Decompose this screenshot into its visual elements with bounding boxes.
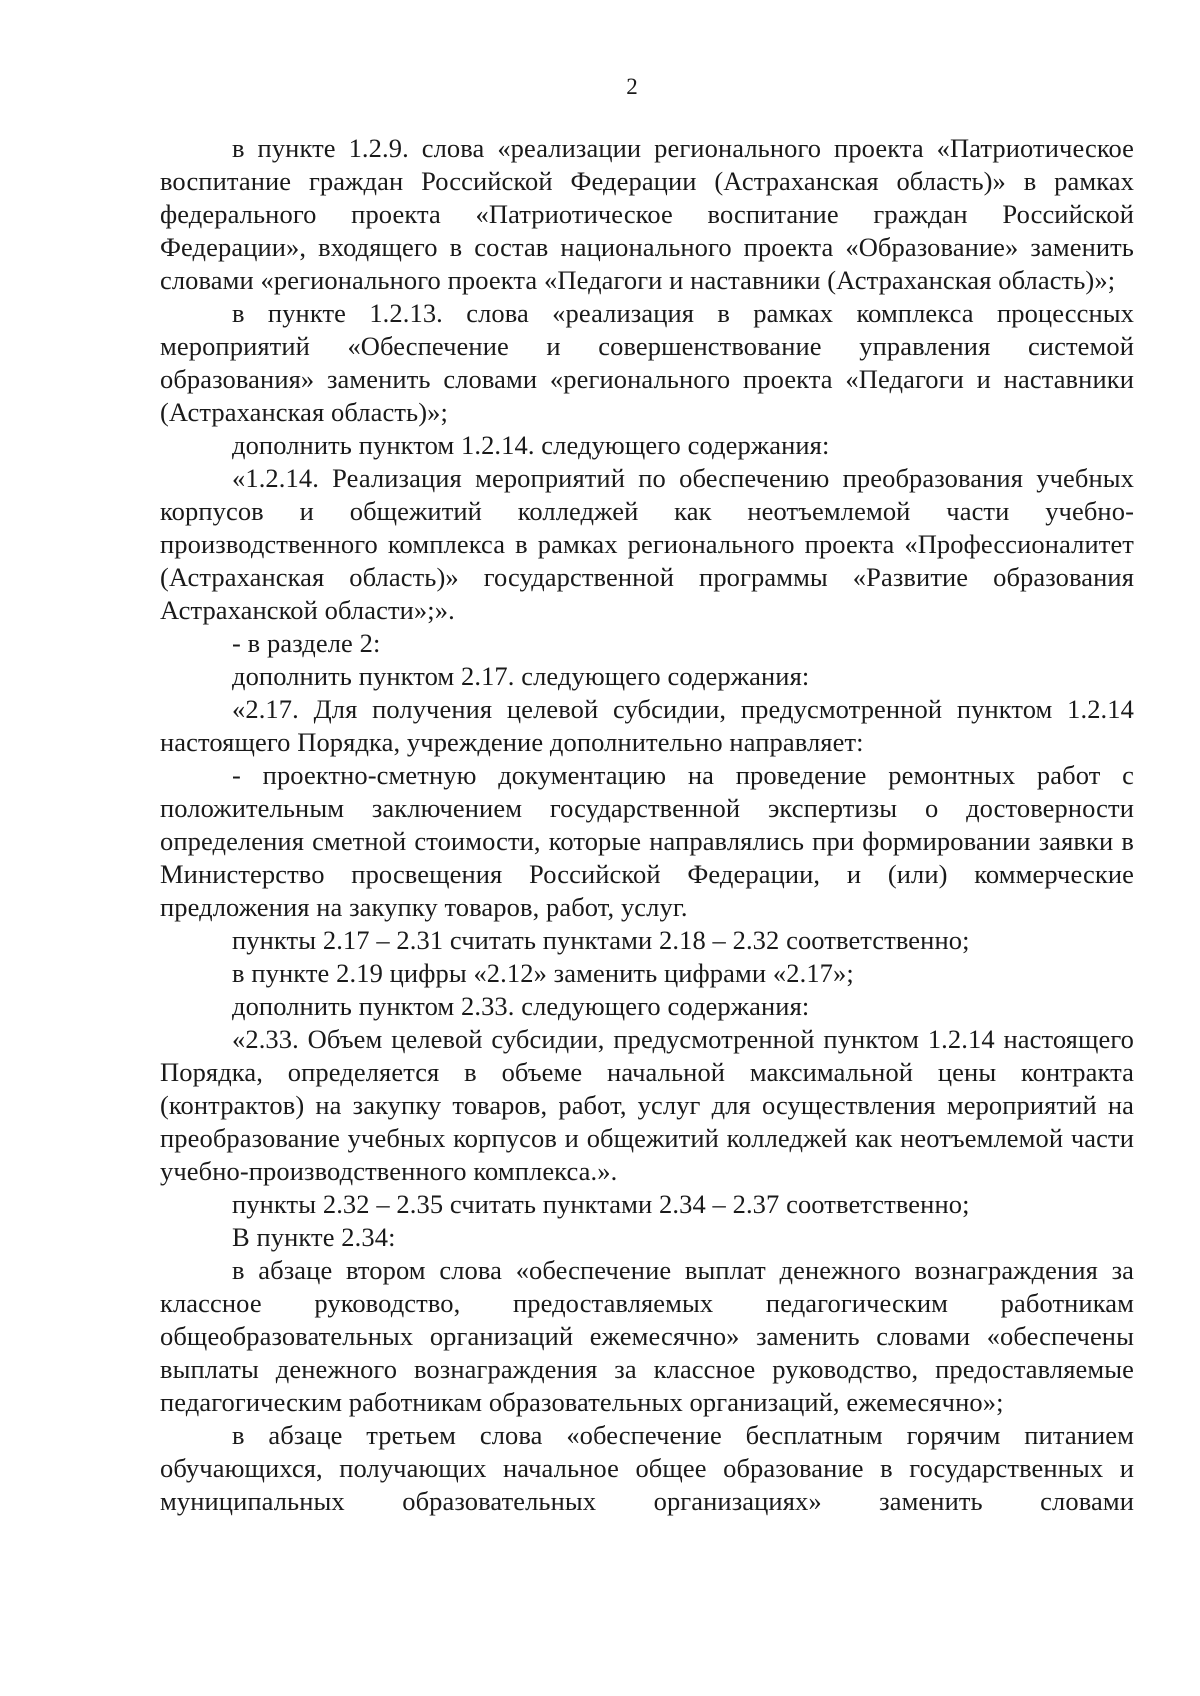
page-number: 2 — [626, 74, 638, 99]
document-body — [160, 132, 1134, 1518]
paragraph-1-2-13-amendment: в пункте 1.2.13. слова «реализация в рамках комплекса процессных мероприятий «Обеспечение и совершенствование управления системой образования» заменить словами «регионального проекта «Педагоги и наставники (Астраханская область)»; — [160, 298, 1134, 427]
paragraph-1-2-14-text: «1.2.14. Реализация мероприятий по обеспечению преобразования учебных корпусов и общежитий колледжей как неотъемлемой части учебно-производственного комплекса в рамках регионального проекта «Профессионалитет (Астраханская область)» государственной программы «Развитие образования Астраханской области»;». — [160, 463, 1134, 625]
paragraph-2-34-heading: В пункте 2.34: — [232, 1222, 396, 1252]
paragraph-renumber-2-17-2-31: пункты 2.17 – 2.31 считать пунктами 2.18 – 2.32 соответственно; — [232, 925, 970, 955]
paragraph-2-33-text: «2.33. Объем целевой субсидии, предусмотренной пунктом 1.2.14 настоящего Порядка, определяется в объеме начальной максимальной цены контракта (контрактов) на закупку товаров, работ, услуг для осуществления мероприятий на преобразование учебных корпусов и общежитий колледжей как неотъемлемой части учебно-производственного комплекса.». — [160, 1024, 1134, 1186]
paragraph-third-indent: в абзаце третьем слова «обеспечение бесплатным горячим питанием обучающихся, получающих начальное общее образование в государственных и муниципальных образовательных организациях» заменить словами — [160, 1420, 1134, 1516]
paragraph-1-2-9-amendment: в пункте 1.2.9. слова «реализации регионального проекта «Патриотическое воспитание граждан Российской Федерации (Астраханская область)» в рамках федерального проекта «Патриотическое воспитание граждан Российской Федерации», входящего в состав национального проекта «Образование» заменить словами «регионального проекта «Педагоги и наставники (Астраханская область)»; — [160, 133, 1134, 295]
paragraph-add-2-33: дополнить пунктом 2.33. следующего содержания: — [232, 991, 810, 1021]
paragraph-section-2: - в разделе 2: — [232, 628, 381, 658]
paragraph-project-documentation: - проектно-сметную документацию на проведение ремонтных работ с положительным заключением государственной экспертизы о достоверности определения сметной стоимости, которые направлялись при формировании заявки в Министерство просвещения Российской Федерации, и (или) коммерческие предложения на закупку товаров, работ, услуг. — [160, 760, 1134, 922]
paragraph-2-17-text: «2.17. Для получения целевой субсидии, предусмотренной пунктом 1.2.14 настоящего Порядка, учреждение дополнительно направляет: — [160, 694, 1134, 757]
paragraph-second-indent: в абзаце втором слова «обеспечение выплат денежного вознаграждения за классное руководство, предоставляемых педагогическим работникам общеобразовательных организаций ежемесячно» заменить словами «обеспечены выплаты денежного вознаграждения за классное руководство, предоставляемые педагогическим работникам образовательных организаций, ежемесячно»; — [160, 1255, 1134, 1417]
paragraph-2-19-digits: в пункте 2.19 цифры «2.12» заменить цифрами «2.17»; — [232, 958, 854, 988]
paragraph-renumber-2-32-2-35: пункты 2.32 – 2.35 считать пунктами 2.34 – 2.37 соответственно; — [232, 1189, 970, 1219]
paragraph-add-2-17: дополнить пунктом 2.17. следующего содержания: — [232, 661, 810, 691]
paragraph-add-1-2-14: дополнить пунктом 1.2.14. следующего содержания: — [232, 430, 830, 460]
